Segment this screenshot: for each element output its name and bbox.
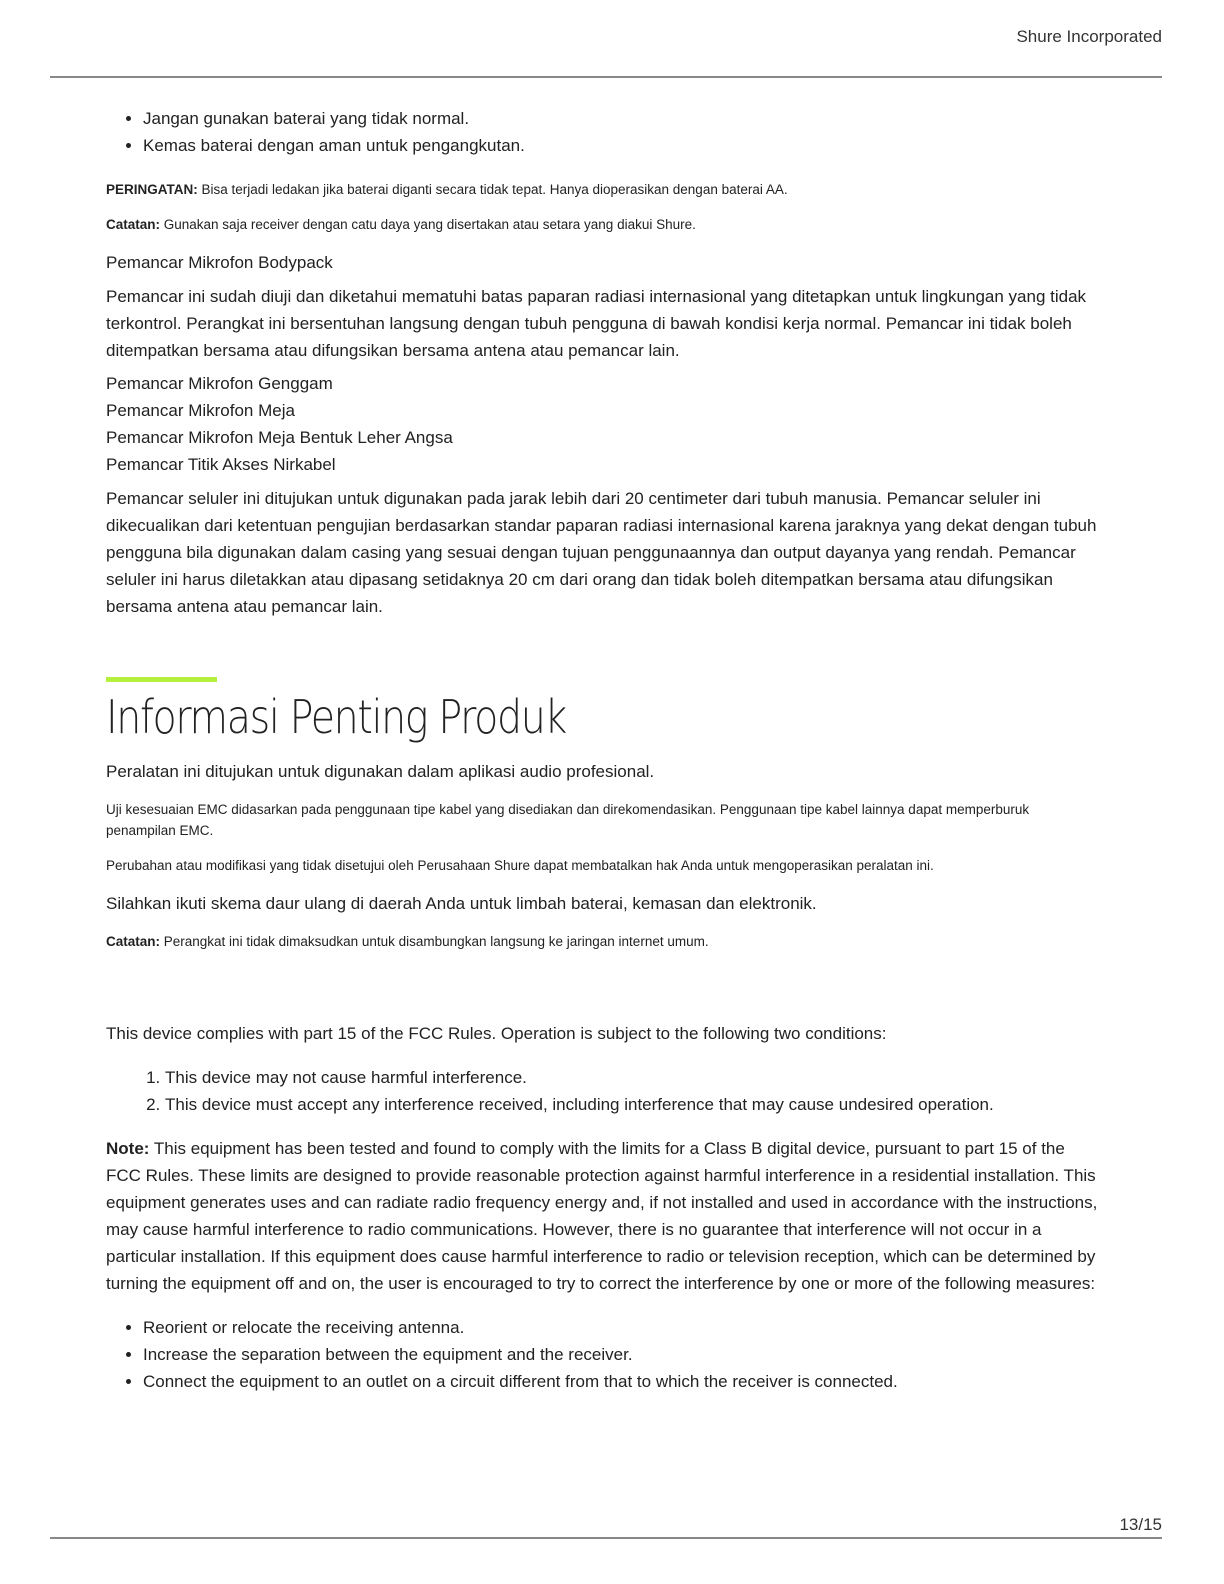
internet-note-text: Perangkat ini tidak dimaksudkan untuk disambungkan langsung ke jaringan internet umum.	[160, 934, 709, 949]
warning-note	[106, 179, 1101, 200]
internet-note	[106, 931, 1101, 952]
list-item: • Increase the separation between the equipment and the receiver.	[143, 1341, 1101, 1368]
header-divider	[50, 76, 1162, 78]
fcc-note-text: This equipment has been tested and found to comply with the limits for a Class B digital device, pursuant to part 15 of the FCC Rules. These limits are designed to provide reasonable protection against harmful interference in a residential installation. This equipment generates uses and can radiate radio frequency energy and, if not installed and used in accordance with the instructions, may cause harmful interference to radio communications. However, there is no guarantee that interference will not occur in a particular installation. If this equipment does cause harmful interference to radio or television reception, which can be determined by turning the equipment off and on, the user is encouraged to try to correct the interference by one or more of the following measures:	[106, 1139, 1098, 1293]
page-content	[106, 105, 1101, 1395]
internet-note-label: Catatan:	[106, 934, 161, 949]
list-item: • Connect the equipment to an outlet on a circuit different from that to which the receiver is connected.	[143, 1368, 1101, 1395]
transmitter-type-list	[106, 370, 1101, 478]
list-item: • Jangan gunakan baterai yang tidak normal.	[143, 105, 1101, 132]
receiver-note-label: Catatan:	[106, 217, 161, 232]
list-item: Pemancar Titik Akses Nirkabel	[106, 455, 336, 474]
footer-divider	[50, 1537, 1162, 1539]
warning-text: Bisa terjadi ledakan jika baterai diganti secara tidak tepat. Hanya dioperasikan dengan baterai AA.	[197, 182, 788, 197]
section-title: Informasi Penting Produk	[106, 690, 566, 744]
bodypack-heading: Pemancar Mikrofon Bodypack	[106, 253, 333, 272]
list-item: Pemancar Mikrofon Genggam	[106, 374, 333, 393]
receiver-note-text: Gunakan saja receiver dengan catu daya yang disertakan atau setara yang diakui Shure.	[160, 217, 696, 232]
fcc-measures-list	[106, 1314, 1101, 1395]
bodypack-text: Pemancar ini sudah diuji dan diketahui mematuhi batas paparan radiasi internasional yang ditetapkan untuk lingkungan yang tidak terkontrol. Perangkat ini bersentuhan langsung dengan tubuh pengguna di bawah kondisi kerja normal. Pemancar ini tidak boleh ditempatkan bersama atau difungsikan bersama antena atau pemancar lain.	[106, 287, 1087, 360]
receiver-note	[106, 214, 1101, 235]
fcc-note	[106, 1135, 1101, 1297]
fcc-conditions-list	[106, 1064, 1101, 1118]
section-accent-bar	[106, 677, 217, 682]
header-company-name: Shure Incorporated	[1016, 27, 1162, 46]
fcc-note-label: Note:	[106, 1139, 150, 1158]
list-item: • Kemas baterai dengan aman untuk pengangkutan.	[143, 132, 1101, 159]
list-item: Pemancar Mikrofon Meja Bentuk Leher Angsa	[106, 428, 453, 447]
warning-label: PERINGATAN:	[106, 182, 198, 197]
modification-note: Perubahan atau modifikasi yang tidak disetujui oleh Perusahaan Shure dapat membatalkan hak Anda untuk mengoperasikan peralatan ini.	[106, 858, 934, 873]
mobile-transmitter-text: Pemancar seluler ini ditujukan untuk digunakan pada jarak lebih dari 20 centimeter dari tubuh manusia. Pemancar seluler ini dikecualikan dari ketentuan pengujian berdasarkan standar paparan radiasi internasional karena jaraknya yang dekat dengan tubuh pengguna bila digunakan dalam casing yang sesuai dengan tujuan penggunaannya dan output dayanya yang rendah. Pemancar seluler ini harus diletakkan atau dipasang setidaknya 20 cm dari orang dan tidak boleh ditempatkan bersama atau difungsikan bersama antena atau pemancar lain.	[106, 489, 1097, 616]
list-item: • Reorient or relocate the receiving antenna.	[143, 1314, 1101, 1341]
emc-note: Uji kesesuaian EMC didasarkan pada penggunaan tipe kabel yang disediakan dan direkomendasikan. Penggunaan tipe kabel lainnya dapat memperburuk penampilan EMC.	[106, 802, 1030, 838]
list-item: 1. This device may not cause harmful interference.	[165, 1064, 1101, 1091]
list-item: 2. This device must accept any interference received, including interference that may cause undesired operation.	[165, 1091, 1101, 1118]
fcc-intro: This device complies with part 15 of the FCC Rules. Operation is subject to the following two conditions:	[106, 1024, 887, 1043]
page-number: 13/15	[1119, 1515, 1162, 1534]
recycle-text: Silahkan ikuti skema daur ulang di daerah Anda untuk limbah baterai, kemasan dan elektronik.	[106, 894, 817, 913]
list-item: Pemancar Mikrofon Meja	[106, 401, 295, 420]
battery-bullet-list	[106, 105, 1101, 159]
section-intro: Peralatan ini ditujukan untuk digunakan dalam aplikasi audio profesional.	[106, 762, 655, 781]
